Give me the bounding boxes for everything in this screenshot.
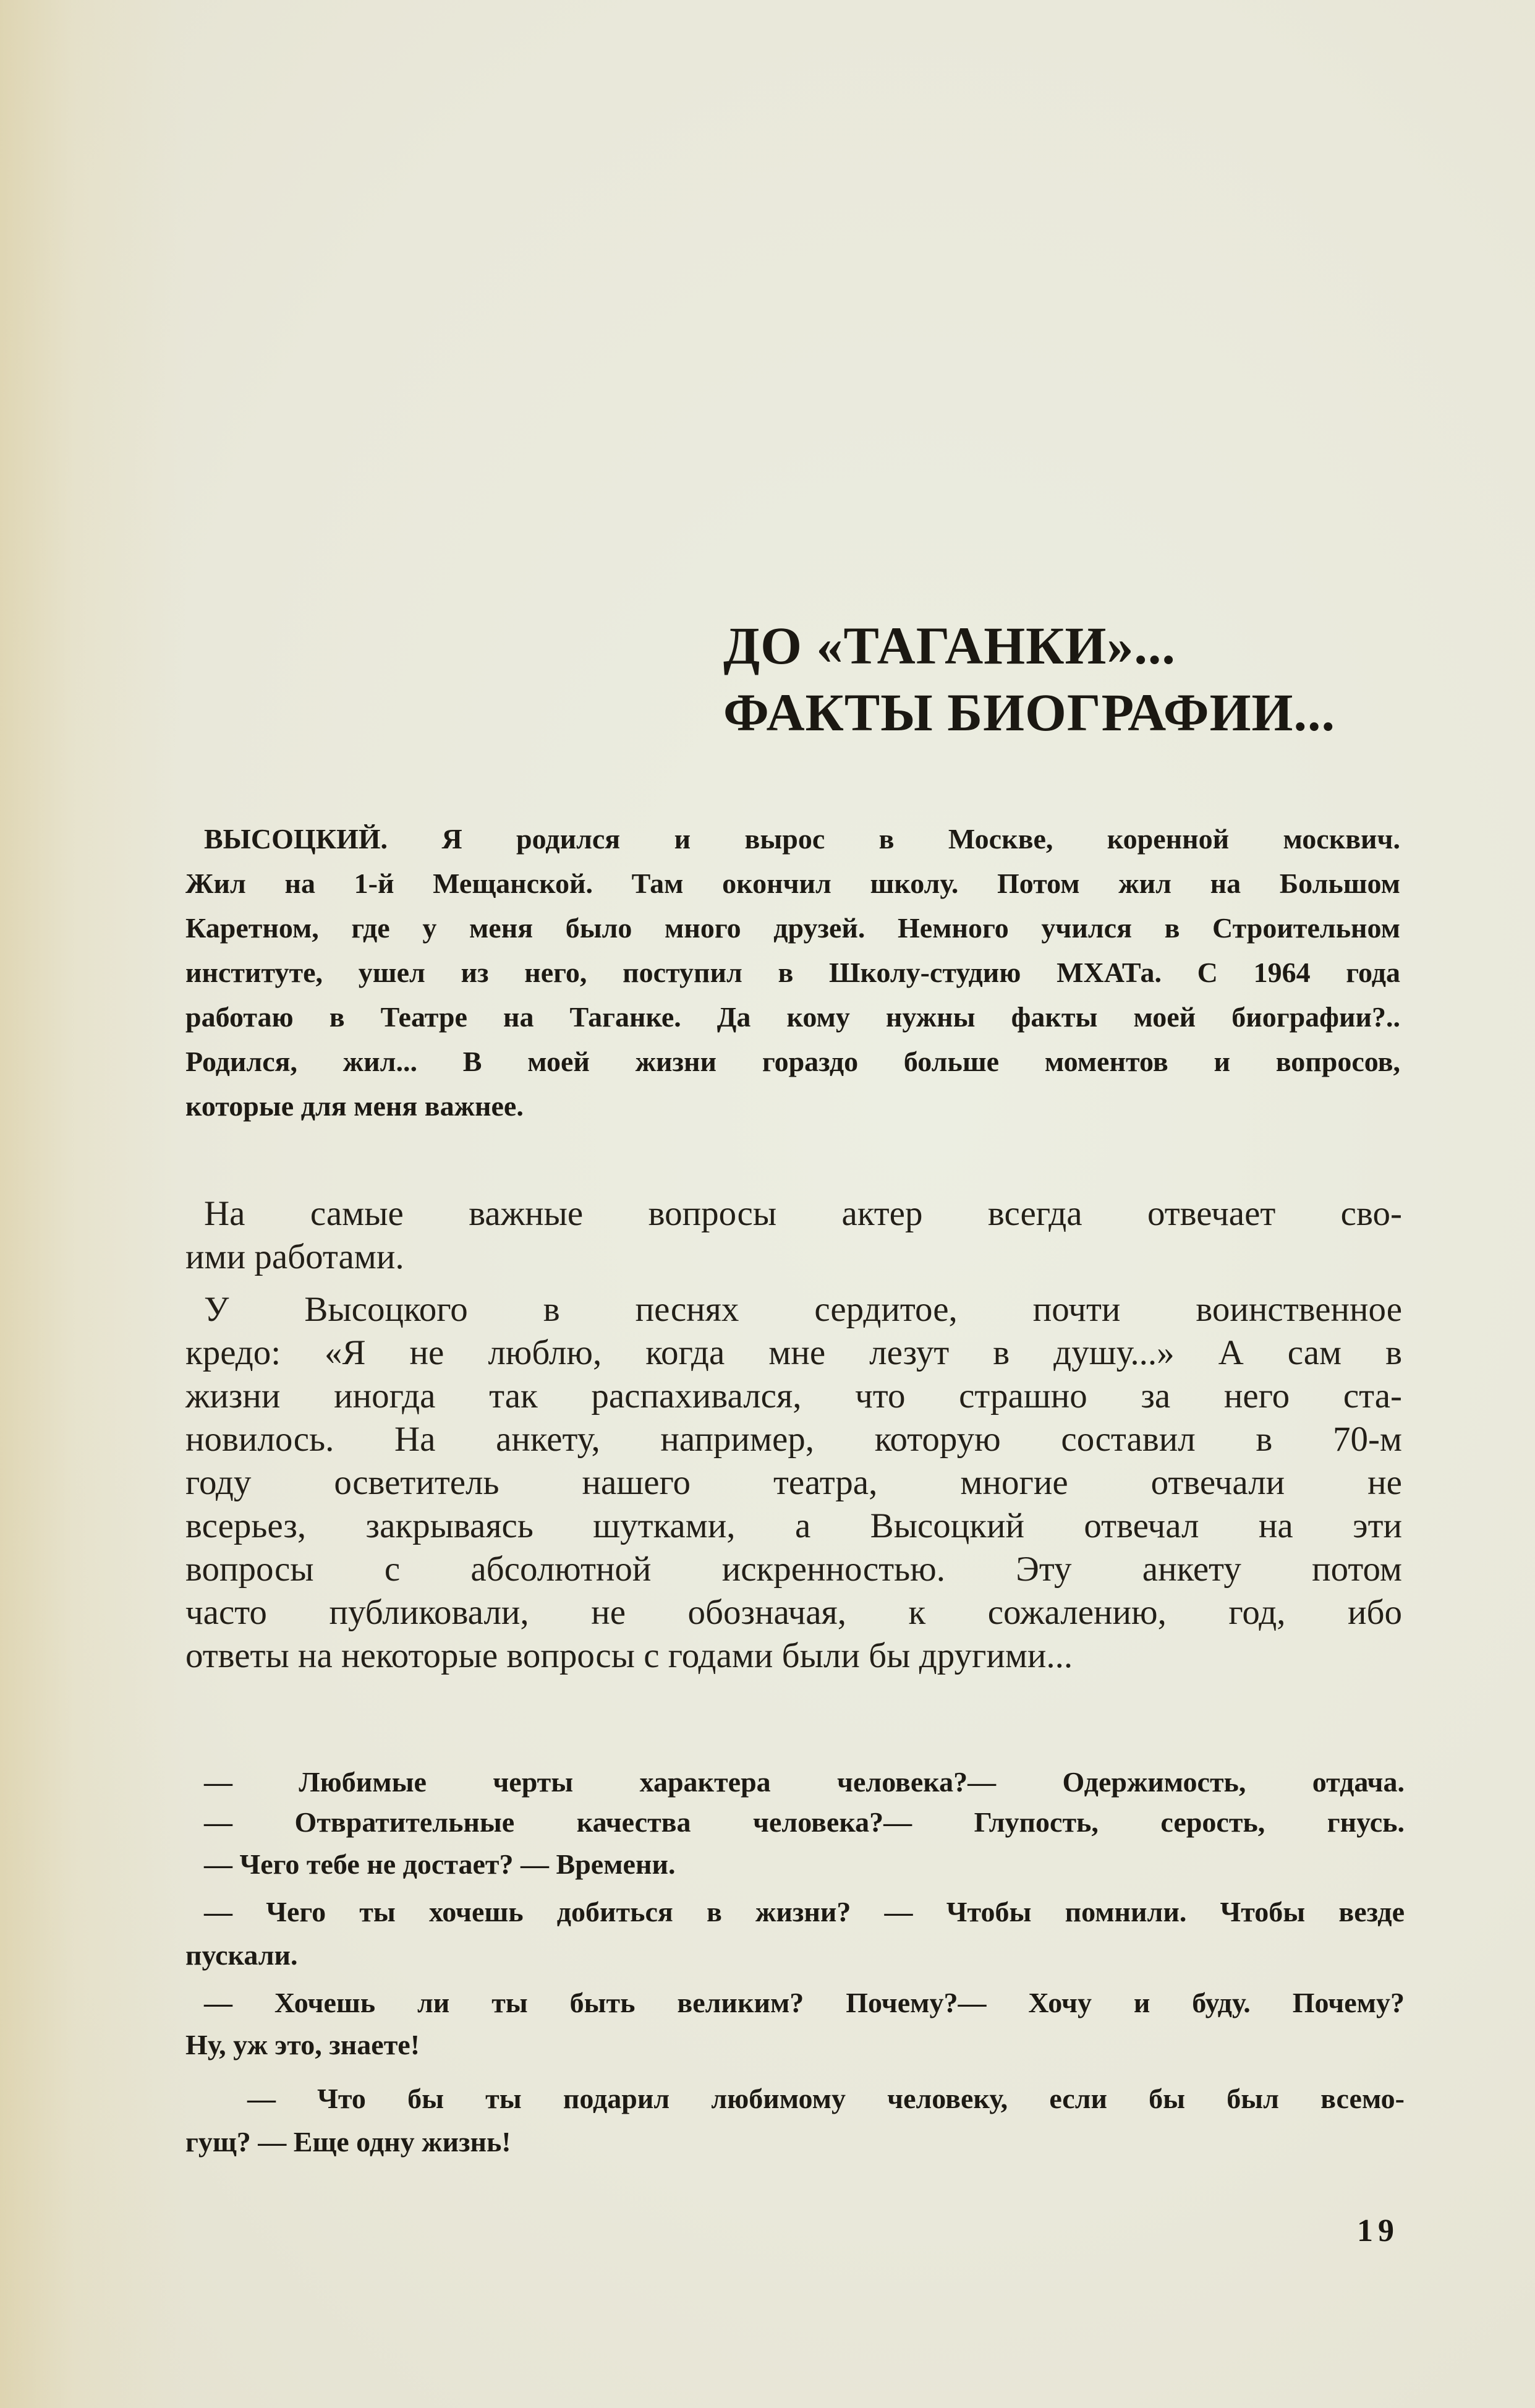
body-line: У Высоцкого в песнях сердитое, почти воинственное — [204, 1290, 1402, 1329]
quote-line: Родился, жил... В моей жизни гораздо больше моментов и вопросов, — [185, 1046, 1400, 1077]
body-line: ими работами. — [185, 1237, 404, 1276]
body-line: году осветитель нашего театра, многие отвечали не — [185, 1463, 1402, 1502]
qa-line: Ну, уж это, знаете! — [185, 2029, 420, 2060]
qa-line: — Любимые черты характера человека?— Одержимость, отдача. — [204, 1766, 1405, 1798]
qa-line: — Чего тебе не достает? — Времени. — [204, 1848, 676, 1880]
body-line: новилось. На анкету, например, которую составил в 70-м — [185, 1420, 1402, 1459]
body-line: вопросы с абсолютной искренностью. Эту анкету потом — [185, 1550, 1402, 1589]
chapter-title — [723, 612, 1434, 746]
qa-line: — Что бы ты подарил любимому человеку, если бы был всемо- — [247, 2083, 1405, 2114]
qa-line: гущ? — Еще одну жизнь! — [185, 2126, 511, 2158]
body-line: кредо: «Я не люблю, когда мне лезут в душу...» А сам в — [185, 1333, 1402, 1372]
quote-line: ВЫСОЦКИЙ. Я родился и вырос в Москве, коренной москвич. — [204, 823, 1400, 855]
body-line: всерьез, закрываясь шутками, а Высоцкий отвечал на эти — [185, 1506, 1402, 1545]
quote-line: институте, ушел из него, поступил в Школу-студию МХАТа. С 1964 года — [185, 957, 1400, 988]
qa-line: пускали. — [185, 1939, 298, 1971]
quote-line: Жил на 1-й Мещанской. Там окончил школу. Потом жил на Большом — [185, 868, 1400, 899]
chapter-title-line-2: ФАКТЫ БИОГРАФИИ... — [723, 683, 1335, 742]
quote-line: работаю в Театре на Таганке. Да кому нужны факты моей биографии?.. — [185, 1001, 1400, 1033]
qa-line: — Отвратительные качества человека?— Глупость, серость, гнусь. — [204, 1806, 1405, 1838]
qa-line: — Чего ты хочешь добиться в жизни? — Чтобы помнили. Чтобы везде — [204, 1896, 1405, 1928]
page-number: 19 — [1357, 2213, 1399, 2248]
qa-line: — Хочешь ли ты быть великим? Почему?— Хочу и буду. Почему? — [204, 1987, 1405, 2018]
body-line: часто публиковали, не обозначая, к сожалению, год, ибо — [185, 1593, 1402, 1632]
chapter-title-line-1: ДО «ТАГАНКИ»... — [723, 616, 1176, 675]
body-line: ответы на некоторые вопросы с годами были бы другими... — [185, 1636, 1073, 1675]
quote-line: Каретном, где у меня было много друзей. Немного учился в Строительном — [185, 912, 1400, 944]
body-line: жизни иногда так распахивался, что страшно за него ста- — [185, 1377, 1402, 1415]
body-line: На самые важные вопросы актер всегда отвечает сво- — [204, 1194, 1402, 1233]
quote-line: которые для меня важнее. — [185, 1090, 524, 1122]
